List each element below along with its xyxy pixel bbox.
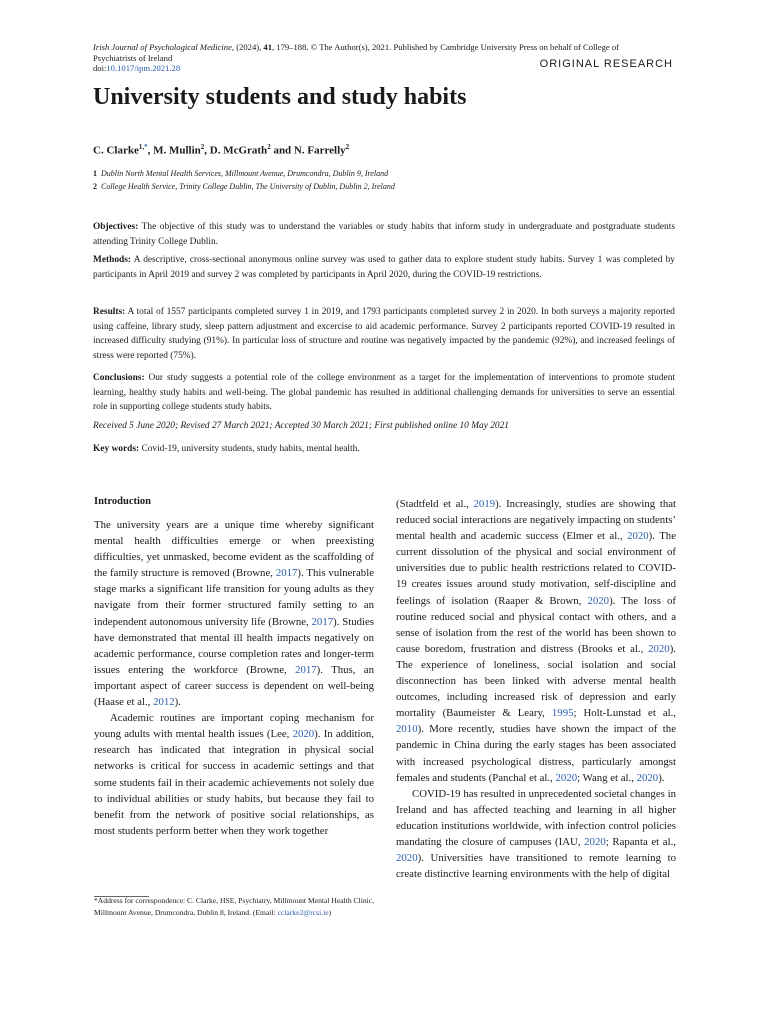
journal-name: Irish Journal of Psychological Medicine [93, 42, 232, 52]
citation-link[interactable]: 2020 [584, 835, 606, 848]
citation-link[interactable]: 2012 [153, 696, 175, 709]
citation-link[interactable]: 2020 [587, 594, 610, 607]
abstract-conclusions: Conclusions: Our study suggests a potential role of the college environment as a target for the implementation of interventions to promote student learning, healthy study habits and well-being. The global pandemic has resulted in additional challenging demands for universities to serve an essential role in supporting college students study habits. [93, 373, 675, 412]
paragraph: (Stadtfeld et al., 2019). Increasingly, studies are showing that reduced social interactions are negatively impacting on students’ mental health and academic success (Elmer et al., 2020). The current dissolution of the physical and social environment of universities due to public health restrictions related to COVID-19 creates issues around study motivation, self-discipline and feelings of isolation (Raaper & Brown, 2020). The loss of routine reduced social and physical contact with others, and a sense of isolation from the rest of the world has been shown to cause boredom, frustration and distress (Brooks et al., 2020). The experience of loneliness, social isolation and social disconnection has been linked with adverse mental health outcomes, including increased risk of depression and early mortality (Baumeister & Leary, 1995; Holt-Lunstad et al., 2010). More recently, studies have shown the impact of the pandemic in China during the early stages has been associated with increased psychological distress, particularly amongst females and students (Panchal et al., 2020; Wang et al., 2020). [396, 498, 677, 784]
journal-header: Irish Journal of Psychological Medicine, (2024), 41, 179–188. © The Author(s), 2021. Published by Cambridge University Press on behalf of College of Psychiatrists of Ireland doi:10.1017/ipm.2021.28 [93, 42, 619, 74]
section-label: ORIGINAL RESEARCH [539, 58, 673, 70]
abstract-objectives: Objectives: The objective of this study was to understand the variables or study habits that inform study in undergraduate and postgraduate students attending Trinity College Dublin. [93, 222, 675, 247]
abstract-methods: Methods: A descriptive, cross-sectional anonymous online survey was used to gather data to explore student study habits. Survey 1 was completed by participants in April 2019 and survey 2 was completed by participants in April 2020, during the COVID-19 restrictions. [93, 255, 675, 280]
affiliation-2: 2 College Health Service, Trinity College Dublin, The University of Dublin, Dublin 2, Ireland [93, 182, 395, 191]
author-list: C. Clarke$^{1,*}$, M. Mullin$^2$, D. McGrath$^2$ and N. Farrelly$^2$ [93, 143, 350, 157]
volume: 41 [263, 42, 273, 52]
citation-link[interactable]: 1995 [551, 707, 574, 720]
citation-link[interactable]: 2020 [636, 771, 659, 784]
paragraph: The university years are a unique time whereby significant mental health difficulties emerge or when preexisting difficulties, yet unmasked, become evident as the scaffolding of the family structure is removed (Browne, 2017). This vulnerable stage marks a significant life transition for young adults as they navigate from their former structured family setting to an independent autonomous university life (Browne, 2017). Studies have demonstrated that mental ill health impacts negatively on academic performance, course completion rates and longer-term issues entering the workforce (Browne, 2017). Thus, an important aspect of career success is dependent on well-being (Haase et al., 2012). [94, 519, 375, 709]
correspondence-footnote: *Address for correspondence: C. Clarke, HSE, Psychiatry, Millmount Mental Health Clinic, Millmount Avenue, Drumcondra, Dublin 8, Ireland. (Email: cclarke2@rcsi.ie) [94, 896, 374, 917]
citation-link[interactable]: 2020 [555, 771, 578, 784]
citation-link[interactable]: 2017 [311, 615, 334, 628]
article-history: Received 5 June 2020; Revised 27 March 2021; Accepted 30 March 2021; First published online 10 May 2021 [93, 421, 509, 431]
corresponding-author-link[interactable]: * [144, 143, 148, 151]
paragraph: COVID-19 has resulted in unprecedented societal changes in Ireland and has affected teaching and learning in all higher education institutions worldwide, with infection control policies mandating the closure of campuses (IAU, 2020; Rapanta et al., 2020). Universities have transitioned to remote learning to create distinctive learning environments with the help of digital [396, 787, 676, 881]
citation-link[interactable]: 2020 [648, 642, 670, 655]
citation-link[interactable]: 2019 [473, 498, 496, 510]
citation-link[interactable]: 2017 [295, 663, 317, 676]
abstract-results: Results: A total of 1557 participants completed survey 1 in 2019, and 1793 participants completed survey 2 in 2020. In both surveys a majority reported using caffeine, library study, sleep pattern adjustment and excercise to aid academic performance. Survey 2 participants reported COVID-19 resulted in increased difficulty studying (91%). In particular loss of structure and routine was negatively impacted by the pandemic (92%), and increased feelings of stress were reported (75%). [93, 307, 675, 361]
paragraph: Academic routines are important coping mechanism for young adults with mental health issues (Lee, 2020). In addition, research has indicated that integration in physical social networks is critical for success in academic settings and that some students fail in their academic achievements not solely due to individual abilities or study habits, but because they fail to benefit from the network of positive social relationships, as most students perform better when they work together [94, 712, 374, 837]
article-title: University students and study habits [93, 84, 467, 110]
body-column-left [94, 517, 374, 839]
section-heading: Introduction [94, 496, 151, 507]
citation-link[interactable]: 2017 [275, 567, 298, 580]
copyright: © The Author(s), 2021. Published by Cambridge University Press on behalf of College of [308, 42, 619, 52]
keywords: Key words: Covid-19, university students, study habits, mental health. [93, 444, 360, 454]
body-column-right [396, 496, 676, 882]
citation-link[interactable]: 2020 [627, 530, 649, 543]
email-link[interactable]: cclarke2@rcsi.ie [277, 908, 329, 917]
doi-link[interactable]: 10.1017/ipm.2021.28 [106, 63, 181, 74]
affiliation-1: 1 Dublin North Mental Health Services, Millmount Avenue, Drumcondra, Dublin 9, Ireland [93, 169, 389, 178]
citation-link[interactable]: 2010 [396, 723, 418, 736]
citation-link[interactable]: 2020 [396, 852, 418, 865]
citation-link[interactable]: 2020 [292, 728, 315, 741]
